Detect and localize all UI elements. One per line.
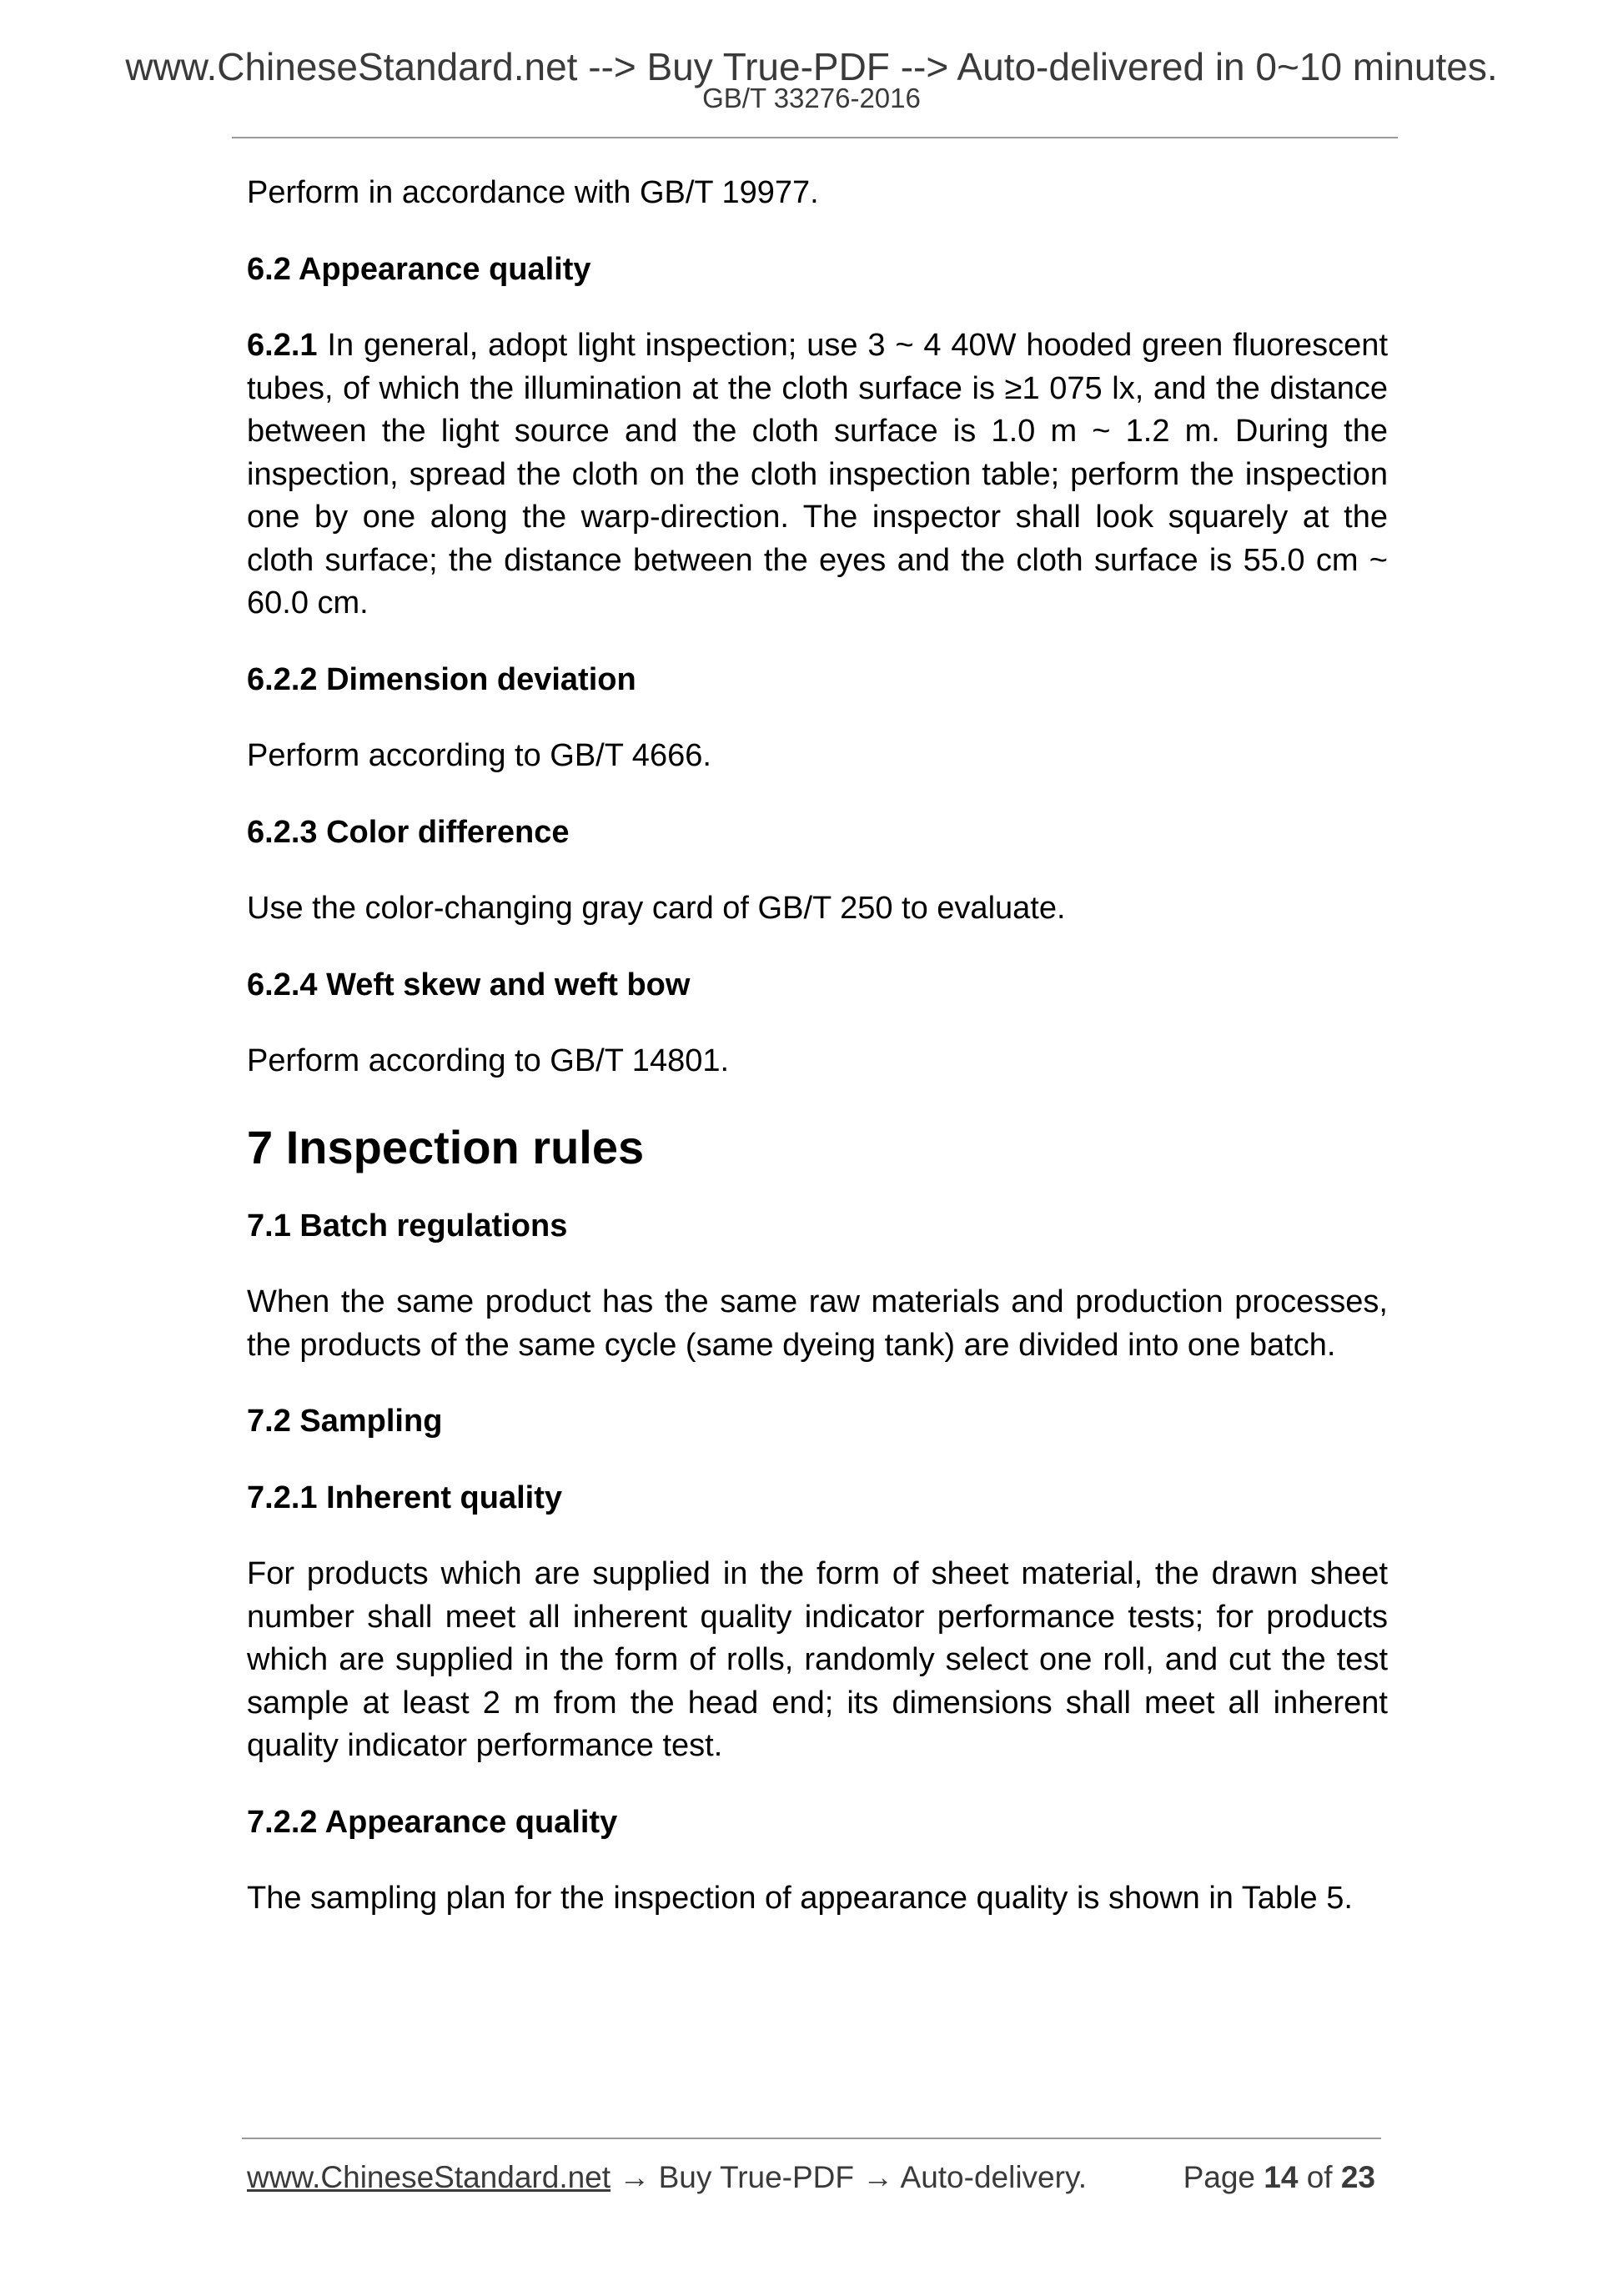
- top-banner: www.ChineseStandard.net --> Buy True-PDF --> Auto-delivered in 0~10 minutes.: [125, 45, 1498, 88]
- intro-paragraph: Perform in accordance with GB/T 19977.: [247, 175, 819, 210]
- footer-site-link[interactable]: www.ChineseStandard.net: [247, 2160, 611, 2194]
- page-of: of: [1298, 2160, 1341, 2194]
- section-7-2-2-heading: 7.2.2 Appearance quality: [247, 1804, 618, 1840]
- chapter-7-heading: 7 Inspection rules: [247, 1120, 645, 1173]
- section-6-2-2-paragraph: Perform according to GB/T 4666.: [247, 738, 711, 773]
- section-7-2-2-paragraph: The sampling plan for the inspection of appearance quality is shown in Table 5.: [247, 1881, 1353, 1916]
- clause-6-2-1-paragraph: [247, 324, 1388, 625]
- section-6-2-2-heading: 6.2.2 Dimension deviation: [247, 661, 636, 697]
- section-7-2-heading: 7.2 Sampling: [247, 1404, 443, 1439]
- header-divider: [232, 137, 1398, 138]
- page-total: 23: [1340, 2160, 1375, 2194]
- section-7-2-1-paragraph: For products which are supplied in the form of sheet material, the drawn sheet number shall meet all inherent quality indicator performance tests; for products which are supplied in the form of rolls, randomly select one roll, and cut the test sample at least 2 m from the head end; its dimensions shall meet all inherent quality indicator performance test.: [247, 1556, 1388, 1763]
- page-number: [1183, 2158, 1375, 2197]
- document-code: GB/T 33276-2016: [702, 83, 921, 113]
- section-6-2-3-heading: 6.2.3 Color difference: [247, 814, 570, 850]
- page-current: 14: [1264, 2160, 1299, 2194]
- section-7-2-1-heading: 7.2.1 Inherent quality: [247, 1480, 562, 1515]
- footer-divider: [242, 2138, 1381, 2139]
- page-label: Page: [1183, 2160, 1264, 2194]
- section-7-1-heading: 7.1 Batch regulations: [247, 1208, 568, 1243]
- section-6-2-3-paragraph: Use the color-changing gray card of GB/T 250 to evaluate.: [247, 891, 1066, 926]
- footer-left: [247, 2158, 1087, 2197]
- footer-tagline: → Buy True-PDF → Auto-delivery.: [611, 2160, 1087, 2194]
- section-6-2-4-heading: 6.2.4 Weft skew and weft bow: [247, 967, 691, 1002]
- clause-6-2-1-text: In general, adopt light inspection; use 3 ~ 4 40W hooded green fluorescent tubes, of which the illumination at the cloth surface is ≥1 075 lx, and the distance between the light source and the cloth surface is 1.0 m ~ 1.2 m. During the inspection, spread the cloth on the cloth inspection table; perform the inspection one by one along the warp-direction. The inspector shall look squarely at the cloth surface; the distance between the eyes and the cloth surface is 55.0 cm ~ 60.0 cm.: [247, 328, 1388, 620]
- section-6-2-heading: 6.2 Appearance quality: [247, 251, 591, 287]
- section-6-2-4-paragraph: Perform according to GB/T 14801.: [247, 1043, 730, 1078]
- page-content: [247, 172, 1388, 1954]
- clause-number: 6.2.1: [247, 328, 318, 363]
- section-7-1-paragraph: When the same product has the same raw materials and production processes, the products of the same cycle (same dyeing tank) are divided into one batch.: [247, 1284, 1388, 1363]
